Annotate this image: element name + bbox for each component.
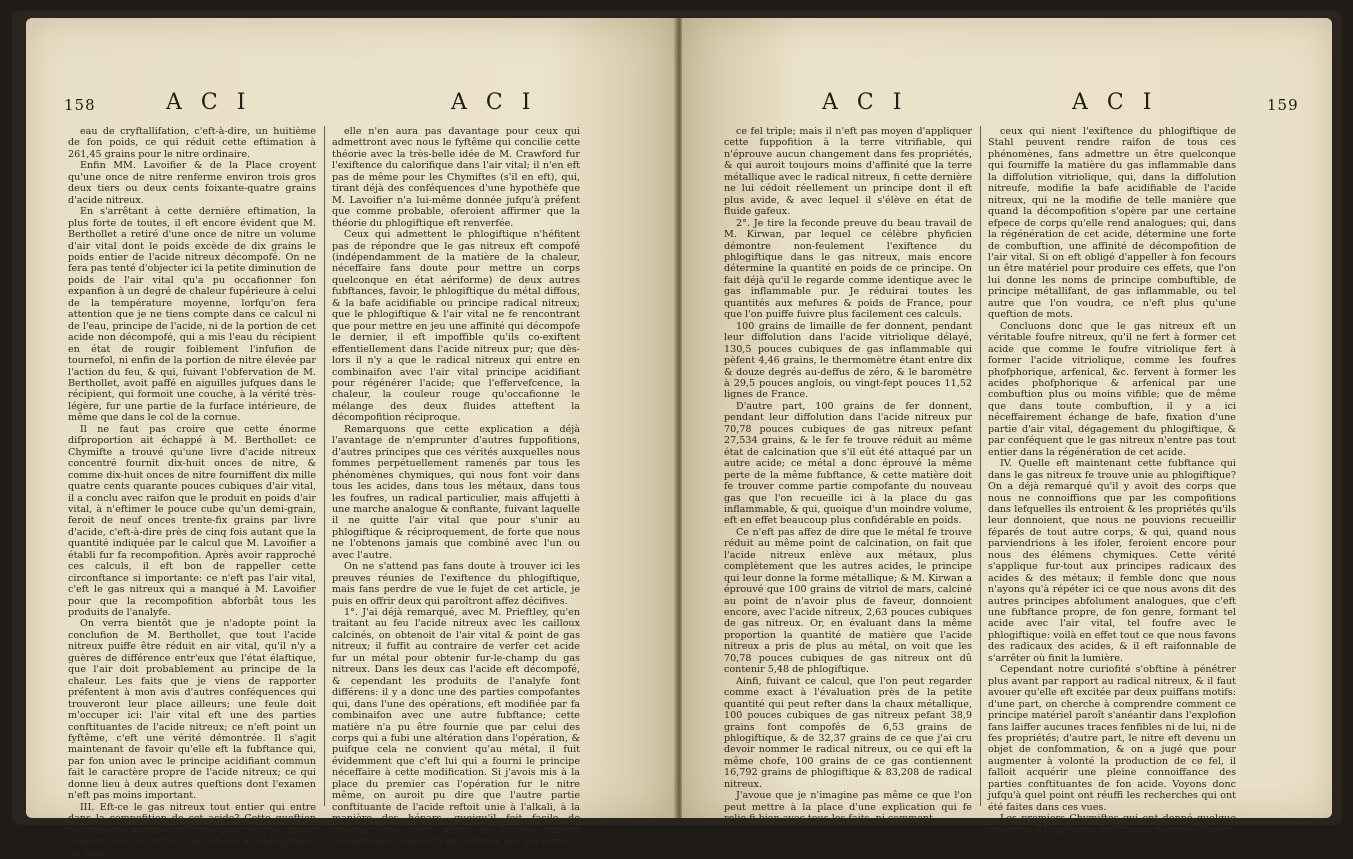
paragraph: Remarquons que cette explication a déjà l'avantage de n'emprunter d'autres fuppofitions, d'autres principes que ces vérités auxquelles nous fommes perpétuellement ramenés par tous les phénomènes chymiques, qui nous font voir dans tous les acides, dans tous les métaux, dans tous les foufres, un radical particulier, mais affujetti à une marche analogue & conftante, fuivant laquelle il ne quitte l'air vital que pour s'unir au phlogiftique & réciproquement, de forte que nous ne l'obtenons jamais que combiné avec l'un ou avec l'autre. bbox=[332, 423, 580, 561]
page-number-left: 158 bbox=[64, 96, 96, 114]
running-title-right-2: A C I bbox=[1072, 90, 1158, 115]
paragraph: 100 grains de limaille de fer donnent, pendant leur diffolution dans l'acide vitriolique délayé, 130,5 pouces cubiques de gas inflammable qui pèfent 4,46 grains, le thermomètre étant entre dix & douze degrés au-deffus de zéro, & le baromètre à 29,5 pouces anglois, ou vingt-fept pouces 11,52 lignes de France. bbox=[724, 320, 972, 401]
paragraph: 1°. J'ai déjà remarqué, avec M. Prieftley, qu'en traitant au feu l'acide nitreux avec les cailloux calcinés, on obtenoit de l'air vital & point de gas nitreux; il fuffit au contraire de verfer cet acide fur un métal pour obtenir fur-le-champ du gas nitreux. Dans les deux cas l'acide eft décompofé, & cependant les produits de l'analyfe font différens: il y a donc une des parties compofantes qui, dans l'une des opérations, eft modifiée par fa combinaifon avec une autre fubftance; cette matière n'a pu être fournie que par celui des corps qui a fubi une altération dans l'opération, & puifque cela ne convient qu'au métal, il fuit évidemment que c'eft lui qui a fourni le principe néceffaire à cette modification. Si j'avois mis à la place du premier cas l'opération fur le nitre même, on auroit pu dire que l'autre partie conftituante de l'acide reftoit unie à l'alkali, à la manière des hépars, quoiqu'il foit facile de prouver que c'eft alors de l'acide nitreux phlogiftiqué, & non du gas nitreux pur qui forme bbox=[332, 607, 580, 848]
column-rule bbox=[324, 126, 325, 806]
paragraph: Ce n'eft pas affez de dire que le métal fe trouve réduit au même point de calcination, on fait que l'acide nitreux enlève aux métaux, plus complètement que les autres acides, le principe qui leur donne la forme métallique; & M. Kirwan a éprouvé que 100 grains de vitriol de mars, calciné au point de n'avoir plus de faveur, donnoient encore, avec l'acide nitreux, 2,63 pouces cubiques de gas nitreux. Or, en évaluant dans la même proportion la quantité de matière que l'acide nitreux a pris de plus au métal, on voit que les 70,78 pouces cubiques de gas nitreux ont dû contenir 5,48 de phlogiftique. bbox=[724, 526, 972, 676]
paragraph: ce fel triple; mais il n'eft pas moyen d'appliquer cette fuppofition à la terre vitrifiable, qui n'éprouve aucun changement dans fes propriétés, & qui auroit toujours moins d'affinité que la terre métallique avec le radical nitreux, fi cette dernière ne lui cédoit réellement un principe dont il eft plus avide, & avec lequel il s'élève en état de fluide gafeux. bbox=[724, 126, 972, 218]
right-column-2 bbox=[988, 126, 1236, 836]
column-rule bbox=[980, 126, 981, 806]
paragraph: Il ne faut pas croire que cette énorme difproportion ait échappé à M. Berthollet: ce Chymifte a trouvé qu'une livre d'acide nitreux concentré fournit dix-huit onces de nitre, & comme dix-huit onces de nitre fourniffent dix mille quatre cents quarante pouces cubiques d'air vital, il a conclu avec raifon que le produit en poids d'air vital, à n'eftimer le pouce cube qu'un demi-grain, feroit de neuf onces trente-fix grains par livre d'acide, c'eft-à-dire près de cinq fois autant que la quantité indiquée par le calcul que M. Lavoifier a établi fur fa recompofition. Après avoir rapproché ces calculs, il eft bon de rappeller cette circonftance si importante: ce n'eft pas l'air vital, c'eft le gas nitreux qui a manqué à M. Lavoifier pour que la recompofition abforbât tous les produits de l'analyfe. bbox=[68, 423, 316, 619]
paragraph: Ainfi, fuivant ce calcul, que l'on peut regarder comme exact à l'évaluation près de la petite quantité qui peut refter dans la chaux métallique, 100 pouces cubiques de gas nitreux pefant 38,9 grains font compofés de 6,53 grains de phlogiftique, & de 32,37 grains de ce que j'ai cru devoir nommer le radical nitreux, ou ce qui eft la même chofe, 100 grains de ce gas contiennent 16,792 grains de phlogiftique & 83,208 de radical nitreux. bbox=[724, 675, 972, 790]
paragraph: Ceux qui admettent le phlogiftique n'héfitent pas de répondre que le gas nitreux eft compofé (indépendamment de la matière de la chaleur, néceffaire fans doute pour mettre un corps quelconque en état aériforme) de deux autres fubftances, favoir, le phlogiftique du métal diffous, & la bafe acidifiable ou principe radical nitreux; que le phlogiftique & l'air vital ne fe rencontrant que pour mettre en jeu une affinité qui décompofe le dernier, il eft impoffible qu'ils co-exiftent effentiellement dans l'acide nitreux pur; que dès-lors il n'y a que le radical nitreux qui entre en combinaifon avec l'air vital principe acidifiant pour régénérer l'acide; que l'effervefcence, la chaleur, la couleur rouge qu'occafionne le mélange des deux fluides atteftent la décompofition réciproque. bbox=[332, 229, 580, 424]
running-title-right-1: A C I bbox=[822, 90, 908, 115]
left-page bbox=[26, 18, 676, 859]
paragraph: D'autre part, 100 grains de fer donnent, pendant leur diffolution dans l'acide nitreux pur 70,78 pouces cubiques de gas nitreux pefant 27,534 grains, & le fer fe trouve réduit au même état de calcination que s'il eût été attaqué par un autre acide; ce métal a donc éprouvé la même perte de la même fubftance, & cette matière doit fe trouver comme partie compofante du nouveau gas que l'on recueille ici à la place du gas inflammable, & qui, quoique d'un moindre volume, eft en effet beaucoup plus confidérable en poids. bbox=[724, 400, 972, 527]
running-head-left bbox=[26, 90, 676, 120]
paragraph: elle n'en aura pas davantage pour ceux qui admettront avec nous le fyftême qui concilie cette théorie avec la très-belle idée de M. Crawford fur l'exiftence du calorifique dans l'air vital; il n'en eft pas de même pour les Chymiftes (s'il en eft), qui, tirant déjà des conféquences d'une hypothèfe que M. Lavoifier n'a lui-même donnée jufqu'à préfent que comme probable, oferoient affirmer que la théorie du phlogiftique eft renverfée. bbox=[332, 126, 580, 229]
running-title-left-1: A C I bbox=[166, 90, 252, 115]
paragraph: On ne s'attend pas fans doute à trouver ici les preuves réunies de l'exiftence du phlogiftique, mais fans perdre de vue le fujet de cet article, je puis en offrir deux qui paroîtront affez décifives. bbox=[332, 561, 580, 607]
paragraph: eau de cryftallifation, c'eft-à-dire, un huitième de fon poids, ce qui réduit cette eftimation à 261,45 grains pour le nitre ordinaire. bbox=[68, 126, 316, 160]
right-column-1 bbox=[724, 126, 972, 825]
paragraph: En s'arrêtant à cette dernière eftimation, la plus forte de toutes, il eft encore évident que M. Berthollet a retiré d'une once de nitre un volume d'air vital dont le poids excède de dix grains le poids entier de l'acide nitreux décompofé. On ne fera pas tenté d'objecter ici la petite diminution de poids de l'air vital qu'a pu occafionner fon expanfion à un degré de chaleur fupérieure à celui de la température moyenne, lorfqu'on fera attention que je ne tiens compte dans ce calcul ni de l'eau, principe de l'acide, ni de la portion de cet acide non décompofé, qui a mis l'eau du récipient en état de rougir foiblement l'infufion de tournefol, ni enfin de la portion de nitre élevée par l'action du feu, & qui, fuivant l'obfervation de M. Berthollet, avoit paffé en aiguilles jufques dans le récipient, qui formoit une couche, à la vérité très-légère, fur une partie de la furface intérieure, de même que dans le col de la cornue. bbox=[68, 206, 316, 424]
left-column-2 bbox=[332, 126, 580, 848]
paragraph: IV. Quelle eft maintenant cette fubftance qui dans le gas nitreux fe trouve unie au phlogiftique? On a déjà remarqué qu'il y avoit des corps que nous ne connoiffions que par les compofitions dans lefquelles ils entroient & les propriétés qu'ils leur donnoient, que nous ne pouvions recueillir féparés de tout autre corps, & qui, quand nous parviendrions à les ifoler, feroient encore pour nous des élémens chymiques. Cette vérité s'applique fur-tout aux principes radicaux des acides & des métaux; il femble donc que nous n'ayons qu'à répéter ici ce que nous avons dit des autres principes abfolument analogues, que c'eft une fubftance propre, de fon genre, formant tel acide avec l'air vital, tel foufre avec le phlogiftique: voilà en effet tout ce que nous favons des radicaux des acides, & il eft raifonnable de s'arrêter où finit la lumière. bbox=[988, 458, 1236, 664]
right-page bbox=[682, 18, 1332, 836]
paragraph: On verra bientôt que je n'adopte point la conclufion de M. Berthollet, que tout l'acide nitreux puiffe être réduit en air vital, qu'il n'y a guères de différence entr'eux que l'état élaftique, que l'air doit probablement au principe de la chaleur. Les faits que je viens de rapporter préfentent à mon avis d'autres conféquences qui trouveront leur place ailleurs; une feule doit m'occuper ici: l'air vital eft une des parties conftituantes de l'acide nitreux; ce n'eft point un fyftême, c'eft une vérité démontrée. Il s'agit maintenant de favoir qu'elle eft la fubftance qui, par fon union avec le principe acidifiant commun fait le caractère propre de l'acide nitreux; ce qui donne lieu à deux autres queftions dont l'examen n'eft pas moins important. bbox=[68, 618, 316, 802]
paragraph: Enfin MM. Lavoifier & de la Place croyent qu'une once de nitre renferme environ trois gros deux tiers ou deux cents foixante-quatre grains d'acide nitreux. bbox=[68, 160, 316, 206]
running-head-right bbox=[682, 90, 1332, 120]
left-column-1 bbox=[68, 126, 316, 859]
paragraph: J'avoue que je n'imagine pas même ce que l'on peut mettre à la place d'une explication qui fe relie fi bien avec tous les faits, ni comment bbox=[724, 790, 972, 825]
paragraph: ceux qui nient l'exiftence du phlogiftique de Stahl peuvent rendre raifon de tous ces phénomènes, fans admettre un être quelconque qui fourniffe la matière du gas inflammable dans la diffolution vitriolique, qui, dans la diffolution nitreufe, modifie la bafe acidifiable de l'acide nitreux, qui ne la modifie de telle manière que quand la décompofition s'opère par une certaine efpece de corps qu'elle rend analogues; qui, dans la régénération de cet acide, détermine une forte de combuftion, une affinité de décompofition de l'air vital. Si on eft obligé d'appeller à fon fecours un être matériel pour produire ces effets, que l'on lui donne les noms de principe combuftible, de principe métallifant, de gas inflammable, ou tel autre que l'on voudra, ce n'eft plus qu'une queftion de mots. bbox=[988, 126, 1236, 321]
paragraph: Cependant notre curiofité s'obftine à pénétrer plus avant par rapport au radical nitreux, & il faut avouer qu'elle eft excitée par deux puiffans motifs: d'une part, on cherche à comprendre comment ce principe matériel paroît s'anéantir dans l'explofion fans laiffer aucunes traces fenfibles ni de lui, ni de fes propriétés; d'autre part, le nitre eft devenu un objet de confommation, & on a jugé que pour augmenter à volonté la production de ce fel, il falloit acquérir une pleine connoiffance des parties conftituantes de fon acide. Voyons donc jufqu'à quel point ont réuffi les recherches qui ont été faites dans ces vues. bbox=[988, 664, 1236, 813]
paragraph: III. Eft-ce le gas nitreux tout entier qui entre dans la compofition de cet acide? Cette queftion ne préfente aucune difficulté pour le plus grand nombre des Chymiftes, qui admet le phlogiftique de Stahl; bbox=[68, 801, 316, 859]
book-spread bbox=[12, 10, 1342, 859]
paragraph: Concluons donc que le gas nitreux eft un véritable foufre nitreux, qu'il ne fert à former cet acide que comme le foufre vitriolique fert à former l'acide vitriolique, comme les foufres phofphorique, arfenical, &c. fervent à former les acides phofphorique & arfenical par une combuftion plus ou moins vifible; que de même que dans toute combuftion, il y a ici néceffairement échange de bafe, fixation d'une partie d'air vital, dégagement du phlogiftique, & par conféquent que le gas nitreux n'entre pas tout entier dans la régénération de cet acide. bbox=[988, 320, 1236, 458]
running-title-left-2: A C I bbox=[451, 90, 537, 115]
paragraph: Les premiers Chymiftes qui ont donné quelque attention à l'opération du Clyssus de nitre (Voyez bbox=[988, 813, 1236, 836]
paragraph: 2°. Je tire la feconde preuve du beau travail de M. Kirwan, par lequel ce célèbre phyficien démontre non-feulement l'exiftence du phlogiftique dans le gas nitreux, mais encore détermine la quantité en poids de ce principe. On fait déjà qu'il le regarde comme identique avec le gas inflammable pur. Je réduirai toutes les quantités aux mefures & poids de France, pour que l'on puiffe fuivre plus facilement ces calculs. bbox=[724, 217, 972, 321]
page-number-right: 159 bbox=[1267, 96, 1299, 114]
